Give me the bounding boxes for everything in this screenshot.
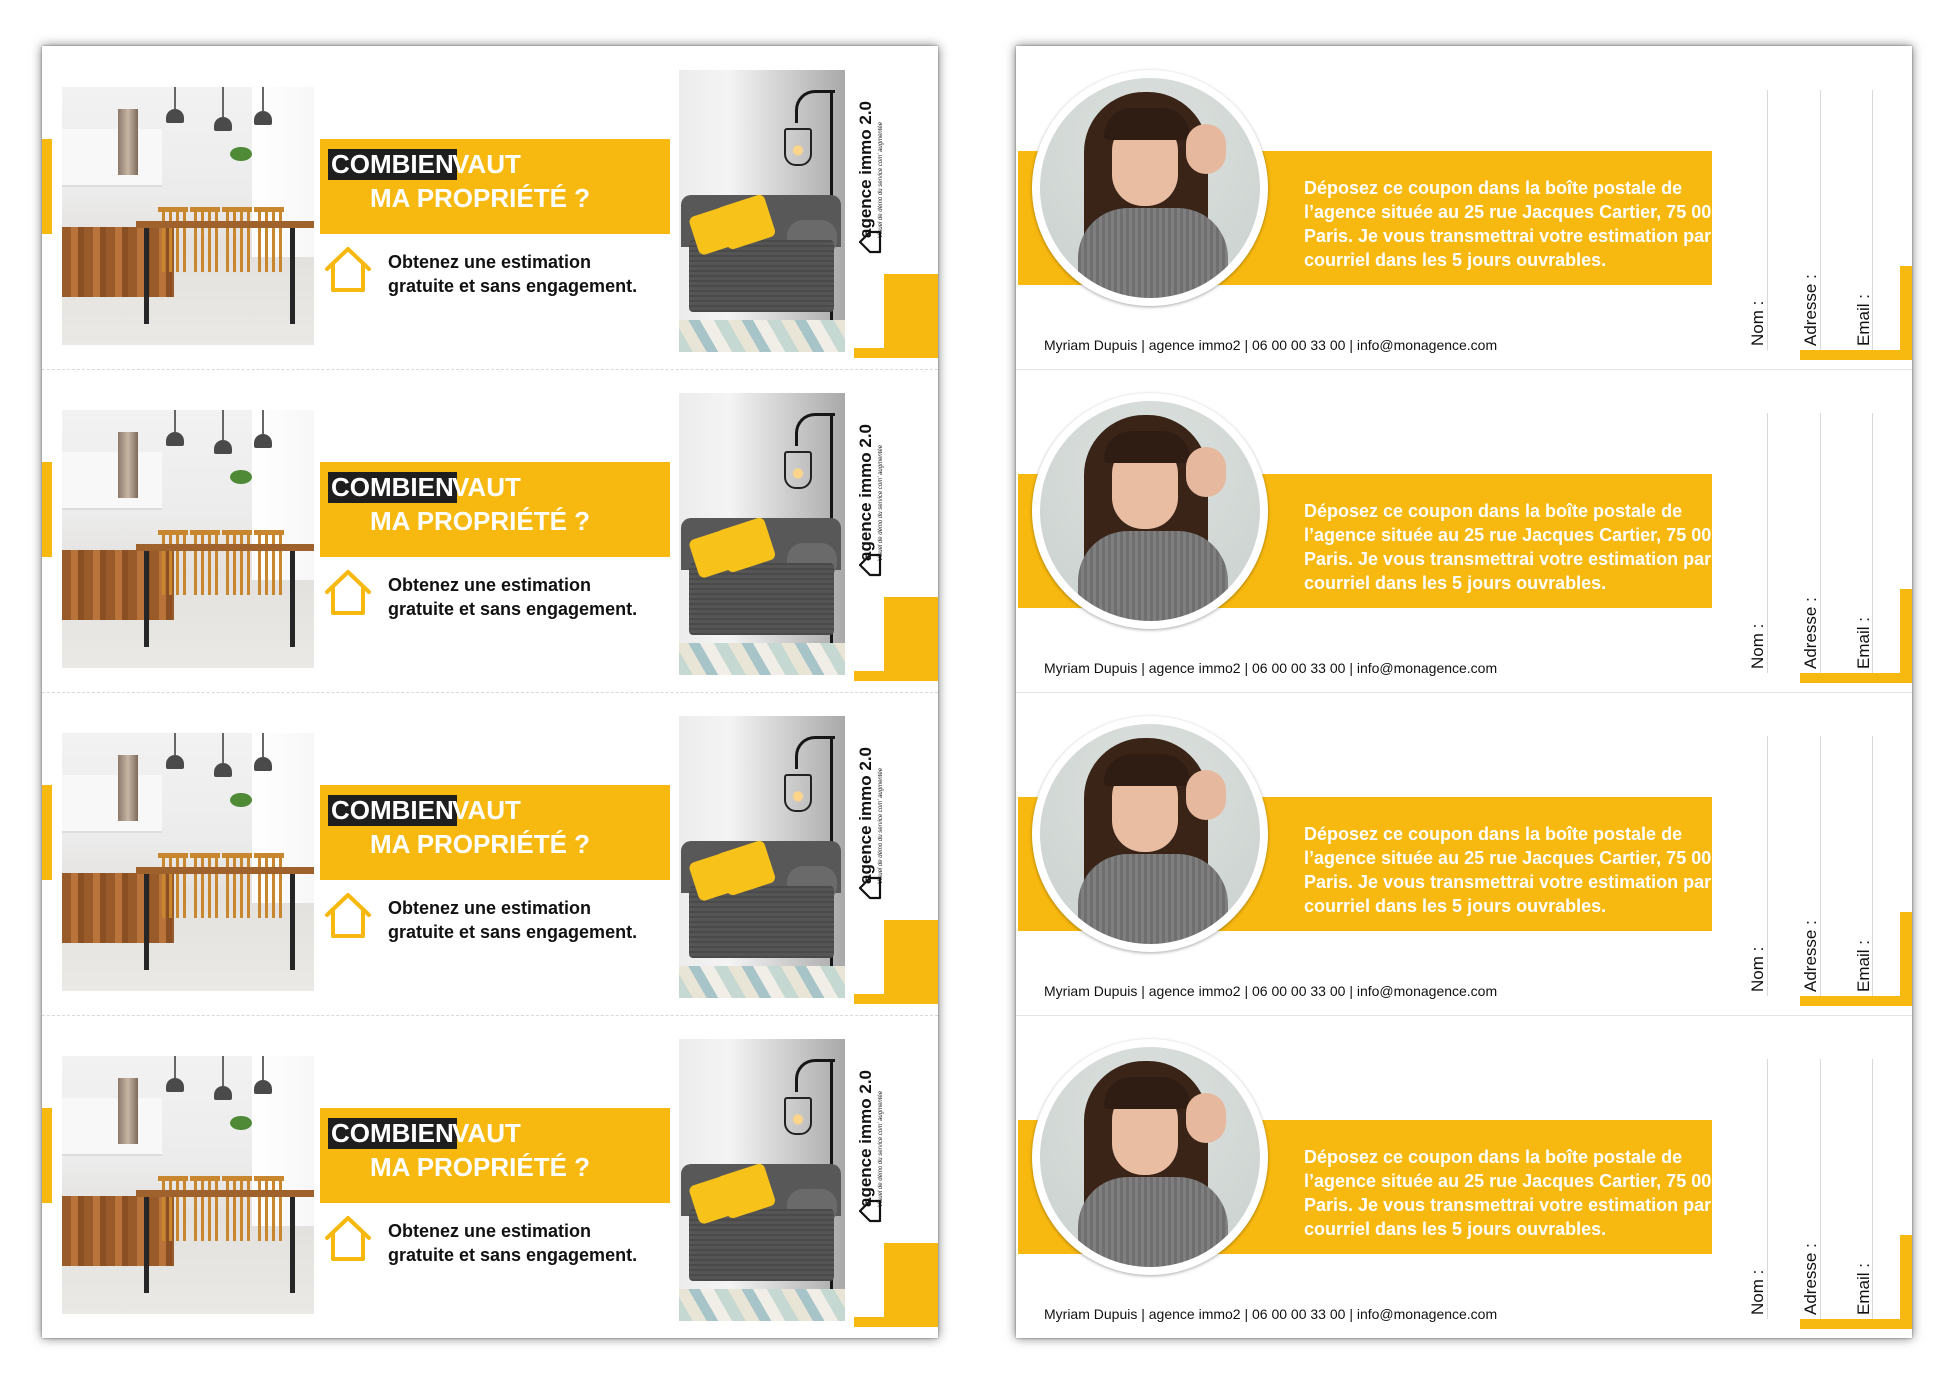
brand-name: agence immo 2.0: [856, 100, 875, 238]
field-email[interactable]: Email :: [1854, 617, 1873, 669]
field-nom[interactable]: Nom :: [1748, 1269, 1767, 1315]
agent-photo: [1032, 1039, 1268, 1275]
living-room-photo: [679, 1039, 845, 1321]
contact-line: Myriam Dupuis | agence immo2 | 06 00 00 33 00 | info@monagence.com: [1044, 983, 1498, 999]
brand-name: agence immo 2.0: [856, 746, 875, 884]
contact-line: Myriam Dupuis | agence immo2 | 06 00 00 33 00 | info@monagence.com: [1044, 337, 1498, 353]
brand-block: [854, 58, 900, 248]
field-adresse[interactable]: Adresse :: [1801, 274, 1820, 346]
title-propriete: MA PROPRIÉTÉ ?: [370, 829, 591, 859]
title-combien: COMBIEN: [328, 795, 457, 826]
corner-accent: [1900, 589, 1912, 675]
coupon-back: [1016, 1015, 1912, 1338]
coupon-sheet-front: [42, 46, 938, 1338]
corner-accent: [884, 920, 938, 996]
field-adresse[interactable]: Adresse :: [1801, 597, 1820, 669]
house-outline-icon: [322, 244, 374, 296]
brand-name: agence immo 2.0: [856, 1069, 875, 1207]
corner-accent: [884, 597, 938, 673]
info-text: Déposez ce coupon dans la boîte postale de l’agence située au 25 rue Jacques Cartier, 75 005 Paris. Je vous transmettrai votre estimation par courriel dans les 5 jours ouvrables.: [1304, 1147, 1722, 1239]
agent-photo: [1032, 393, 1268, 629]
agent-photo: [1032, 716, 1268, 952]
field-adresse[interactable]: Adresse :: [1801, 1243, 1820, 1315]
title-band: [320, 139, 670, 234]
info-text: Déposez ce coupon dans la boîte postale de l’agence située au 25 rue Jacques Cartier, 75 005 Paris. Je vous transmettrai votre estimation par courriel dans les 5 jours ouvrables.: [1304, 824, 1722, 916]
brand-house-icon: [857, 229, 883, 255]
brand-tagline: Visuel de démo du service com' augmentée: [878, 1090, 884, 1207]
coupon-front: [42, 692, 938, 1016]
coupon-back: [1016, 46, 1912, 370]
contact-line: Myriam Dupuis | agence immo2 | 06 00 00 33 00 | info@monagence.com: [1044, 660, 1498, 676]
kitchen-photo: [62, 410, 314, 668]
brand-house-icon: [857, 875, 883, 901]
corner-accent: [884, 1243, 938, 1319]
title-combien: COMBIEN: [328, 149, 457, 180]
coupon-front: [42, 46, 938, 370]
estimate-text: Obtenez une estimation gratuite et sans engagement.: [388, 575, 638, 619]
brand-house-icon: [857, 1198, 883, 1224]
title-propriete: MA PROPRIÉTÉ ?: [370, 506, 591, 536]
living-room-photo: [679, 70, 845, 352]
kitchen-photo: [62, 87, 314, 345]
brand-house-icon: [857, 552, 883, 578]
contact-line: Myriam Dupuis | agence immo2 | 06 00 00 33 00 | info@monagence.com: [1044, 1306, 1498, 1322]
corner-accent: [1900, 912, 1912, 998]
coupon-front: [42, 369, 938, 693]
info-text: Déposez ce coupon dans la boîte postale de l’agence située au 25 rue Jacques Cartier, 75 005 Paris. Je vous transmettrai votre estimation par courriel dans les 5 jours ouvrables.: [1304, 501, 1722, 593]
field-email[interactable]: Email :: [1854, 1263, 1873, 1315]
field-nom[interactable]: Nom :: [1748, 300, 1767, 346]
living-room-photo: [679, 716, 845, 998]
brand-tagline: Visuel de démo du service com' augmentée: [878, 121, 884, 238]
title-band: [320, 785, 670, 880]
title-propriete: MA PROPRIÉTÉ ?: [370, 183, 591, 213]
title-band: [320, 1108, 670, 1203]
corner-accent: [1900, 266, 1912, 352]
coupon-back: [1016, 692, 1912, 1016]
brand-block: [854, 704, 900, 894]
coupon-sheet-back: [1016, 46, 1912, 1338]
estimate-text: Obtenez une estimation gratuite et sans engagement.: [388, 1221, 638, 1265]
accent-bar: [42, 139, 52, 234]
title-combien: COMBIEN: [328, 1118, 457, 1149]
brand-block: [854, 1027, 900, 1217]
field-adresse[interactable]: Adresse :: [1801, 920, 1820, 992]
brand-name: agence immo 2.0: [856, 423, 875, 561]
accent-bar: [42, 785, 52, 880]
field-email[interactable]: Email :: [1854, 940, 1873, 992]
kitchen-photo: [62, 1056, 314, 1314]
kitchen-photo: [62, 733, 314, 991]
house-outline-icon: [322, 567, 374, 619]
title-vaut: VAUT: [452, 1118, 521, 1148]
corner-accent: [1900, 1235, 1912, 1321]
title-band: [320, 462, 670, 557]
title-combien: COMBIEN: [328, 472, 457, 503]
estimate-text: Obtenez une estimation gratuite et sans engagement.: [388, 252, 638, 296]
title-vaut: VAUT: [452, 795, 521, 825]
agent-photo: [1032, 70, 1268, 306]
brand-tagline: Visuel de démo du service com' augmentée: [878, 767, 884, 884]
brand-tagline: Visuel de démo du service com' augmentée: [878, 444, 884, 561]
info-text: Déposez ce coupon dans la boîte postale de l’agence située au 25 rue Jacques Cartier, 75 005 Paris. Je vous transmettrai votre estimation par courriel dans les 5 jours ouvrables.: [1304, 178, 1722, 270]
field-nom[interactable]: Nom :: [1748, 623, 1767, 669]
house-outline-icon: [322, 890, 374, 942]
title-vaut: VAUT: [452, 149, 521, 179]
title-vaut: VAUT: [452, 472, 521, 502]
living-room-photo: [679, 393, 845, 675]
coupon-back: [1016, 369, 1912, 693]
estimate-text: Obtenez une estimation gratuite et sans engagement.: [388, 898, 638, 942]
field-nom[interactable]: Nom :: [1748, 946, 1767, 992]
field-email[interactable]: Email :: [1854, 294, 1873, 346]
brand-block: [854, 381, 900, 571]
corner-accent: [884, 274, 938, 350]
coupon-front: [42, 1015, 938, 1338]
accent-bar: [42, 1108, 52, 1203]
title-propriete: MA PROPRIÉTÉ ?: [370, 1152, 591, 1182]
house-outline-icon: [322, 1213, 374, 1265]
accent-bar: [42, 462, 52, 557]
